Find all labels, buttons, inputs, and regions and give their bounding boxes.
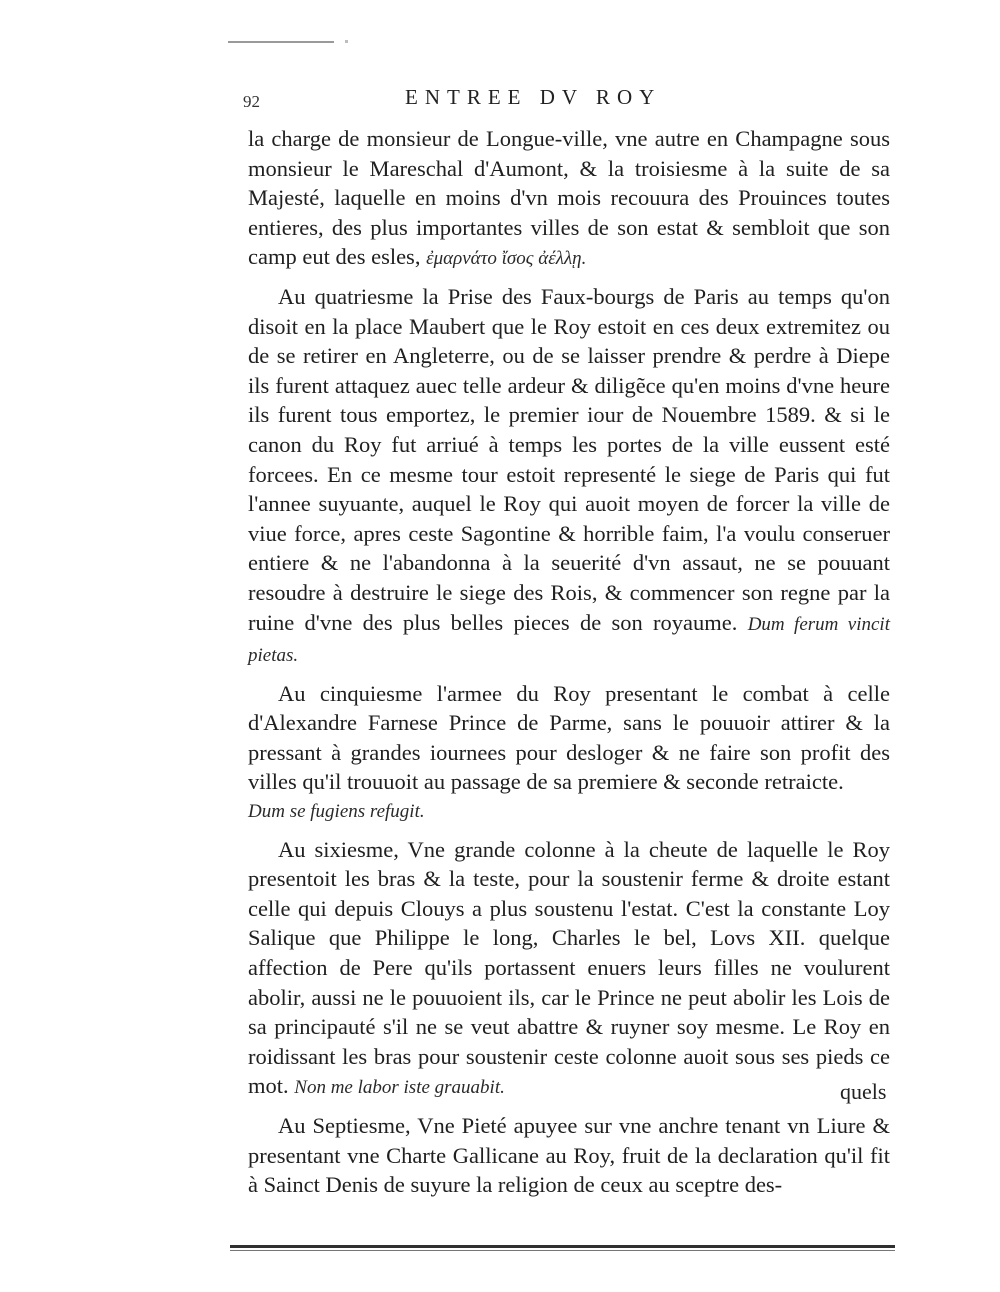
paragraph-1 — [248, 124, 890, 274]
latin-motto: Dum se fugiens refugit. — [248, 801, 425, 823]
paragraph-text: Au quatriesme la Prise des Faux-bourgs de Paris au temps qu'on disoit en la place Maubert que le Roy estoit en ces deux extremitez ou de se retirer en Angleterre, ou de se laisser prendre & perdre à Diepe ils furent attaquez auec telle ardeur & diligẽce qu'en moins d'vne heure ils furent tous emportez, le premier iour de Nouembre 1589. & si le canon du Roy fut arriué à temps les portes de la ville eussent esté forcees. En ce mesme tour estoit representé le siege de Paris qui fut l'annee suyuante, auquel le Roy qui auoit moyen de forcer la ville de viue force, apres ceste Sagontine & horrible faim, l'a voulu conseruer entiere & ne l'abandonna à la seuerité d'vn assaut, ne se pouuant resoudre à destruire le siege des Rois, & commencer son regne par la ruine d'vne des plus belles pieces de son royaume. — [248, 283, 890, 635]
paragraph-2 — [248, 282, 890, 671]
paragraph-3 — [248, 679, 890, 827]
running-head: ENTREE DV ROY — [405, 85, 662, 109]
paragraph-text: Au Septiesme, Vne Pieté apuyee sur vne anchre tenant vn Liure & presentant vne Charte Gallicane au Roy, fruit de la declaration qu'il fit à Sainct Denis de suyure la religion de ceux au sceptre des- — [248, 1113, 890, 1198]
bottom-rule — [230, 1245, 895, 1248]
bottom-rule-thin — [230, 1250, 895, 1251]
paragraph-4 — [248, 835, 890, 1103]
paragraph-text: Au cinquiesme l'armee du Roy presentant le combat à celle d'Alexandre Farnese Prince de Parme, sans le pouuoir attirer & la pressant à grandes iournees pour desloger & ne faire son profit des villes qu'il trouuoit au passage de sa premiere & seconde retraicte. — [248, 680, 890, 795]
top-rule-mark — [345, 40, 348, 43]
catchword: quels — [840, 1079, 887, 1104]
body-text — [248, 124, 890, 1208]
latin-motto: Non me labor iste grauabit. — [294, 1077, 505, 1099]
greek-quote: ἐμαρνάτο ἴσος ἀέλλῃ. — [426, 248, 587, 270]
paragraph-text: Au sixiesme, Vne grande colonne à la cheute de laquelle le Roy presentoit les bras & la teste, pour la soustenir ferme & droite estant celle qui depuis Clouys a plus soustenu l'estat. C'est la constante Loy Salique que Philippe le long, Charles le bel, Lovs XII. quelque affection de Pere qu'ils portassent enuers leurs filles ne voulurent abolir, aussi ne le pouuoient ils, car le Prince ne peut abolir les Lois de sa principauté s'il ne se veut abattre & ruyner soy mesme. Le Roy en roidissant les bras pour soustenir ceste colonne auoit sous ses pieds ce mot. — [248, 836, 890, 1099]
paragraph-text: la charge de monsieur de Longue-ville, vne autre en Champagne sous monsieur le Mareschal d'Aumont, & la troisiesme à la suite de sa Majesté, laquelle en moins d'vn mois recouura des Prouinces toutes entieres, des plus importantes villes de son estat & sembloit que son camp eut des esles, — [248, 126, 890, 270]
paragraph-5 — [248, 1111, 890, 1200]
top-rule — [228, 41, 334, 43]
page-number: 92 — [243, 92, 260, 111]
latin-motto: Dum ferum vincit pietas. — [248, 613, 890, 667]
